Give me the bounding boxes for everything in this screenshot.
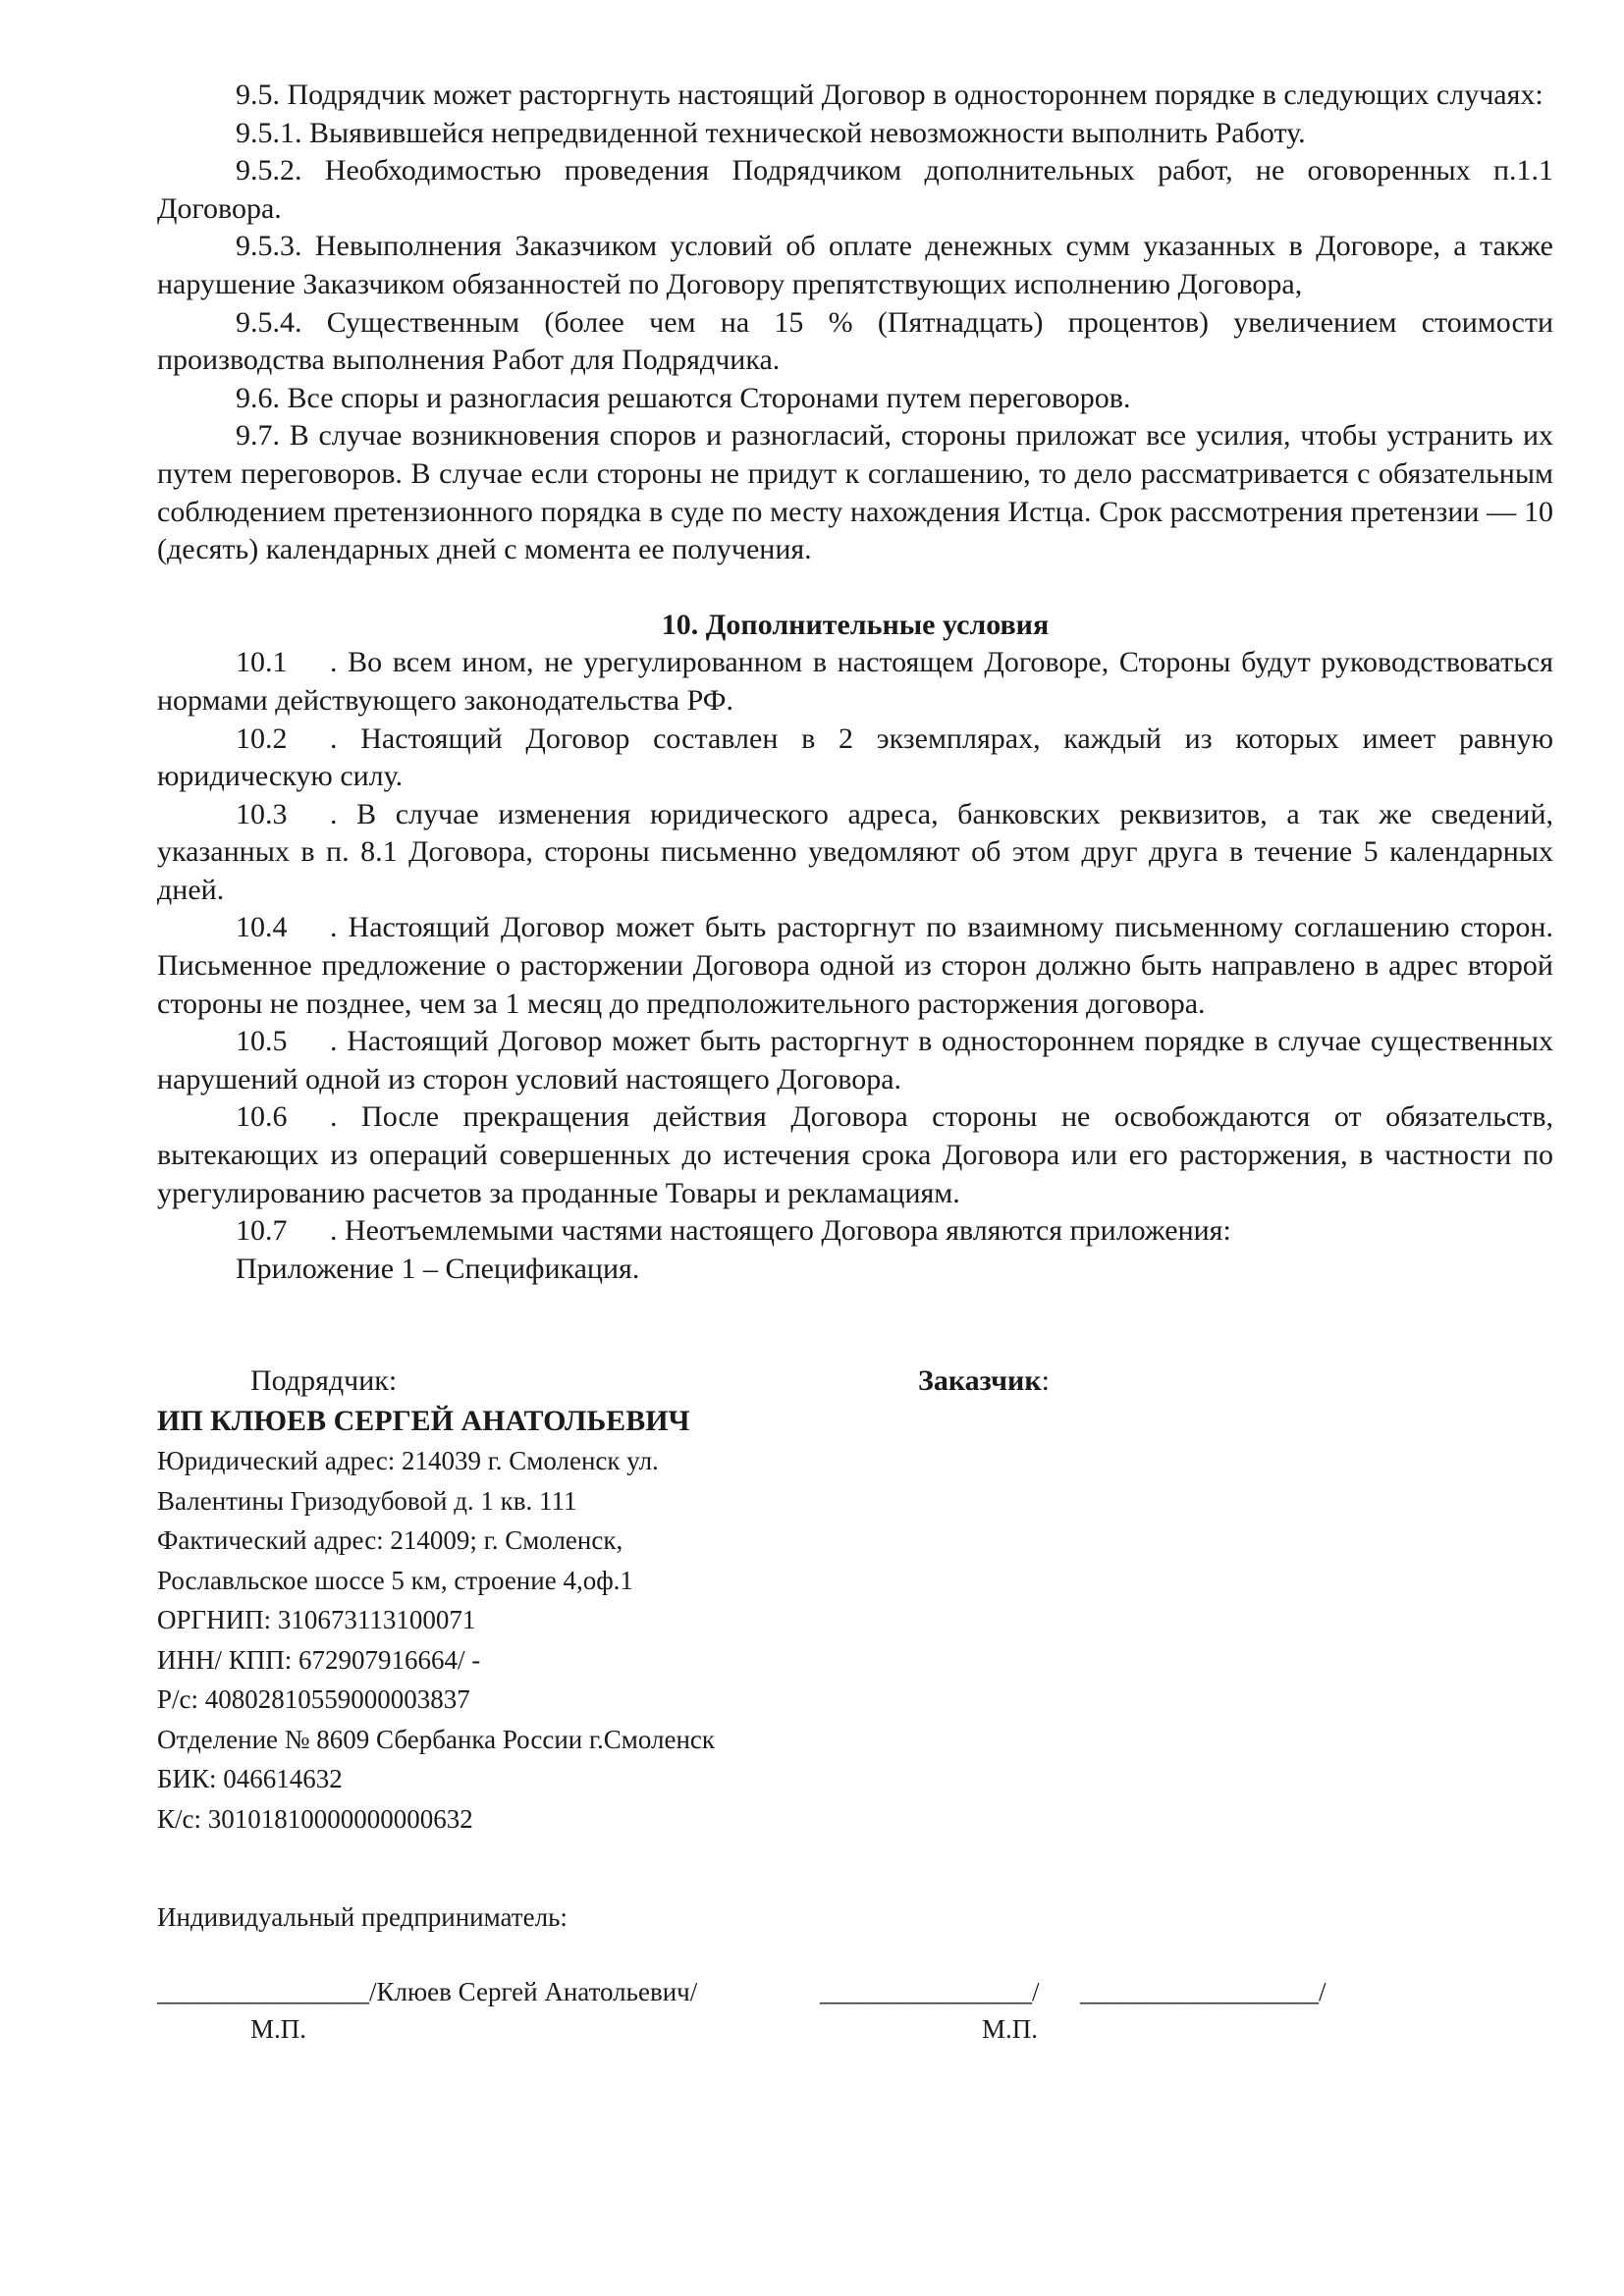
- clause-text: . Настоящий Договор может быть расторгнут в одностороннем порядке в случае существенных нарушений одной из сторон условий настоящего Договора.: [157, 1025, 1553, 1095]
- stamp-places: [157, 2012, 1553, 2052]
- clause-9-7: 9.7. В случае возникновения споров и разногласий, стороны приложат все усилия, чтобы устранить их путем переговоров. В случае если стороны не придут к соглашению, то дело рассматривается с обязательным соблюдением претензионного порядка в суде по месту нахождения Истца. Срок рассмотрения претензии — 10 (десять) календарных дней с момента ее получения.: [157, 419, 1553, 566]
- clause-text: . После прекращения действия Договора стороны не освобождаются от обязательств, вытекающих из операций совершенных до истечения срока Договора или его расторжения, в частности по урегулированию расчетов за проданные Товары и рекламациям.: [157, 1100, 1553, 1209]
- clause-text: . Настоящий Договор может быть расторгнут по взаимному письменному соглашению сторон. Письменное предложение о расторжении Договора одной из сторон должно быть направлено в адрес второй стороны не позднее, чем за 1 месяц до предположительного расторжения договора.: [157, 911, 1553, 1020]
- customer-name-line: __________________/: [1080, 1976, 1326, 2006]
- clause-9-5-3: 9.5.3. Невыполнения Заказчиком условий об оплате денежных сумм указанных в Договоре, а также нарушение Заказчиком обязанностей по Договору препятствующих исполнению Договора,: [157, 230, 1553, 300]
- contractor-label: Подрядчик:: [250, 1364, 398, 1398]
- clause-number: 10.7: [236, 1214, 288, 1248]
- customer-label: [918, 1362, 1050, 1400]
- requisite-line: Рославльское шоссе 5 км, строение 4,оф.1: [157, 1565, 633, 1595]
- customer-stamp-place: М.П.: [982, 2013, 1039, 2044]
- clause-number: 10.3: [236, 797, 288, 830]
- requisite-line: ИНН/ КПП: 672907916664/ -: [157, 1644, 481, 1675]
- clause-number: 10.2: [236, 721, 288, 755]
- customer-label-text: Заказчик: [918, 1364, 1042, 1398]
- clause-10-5: [157, 1023, 1553, 1098]
- signature-lines: [157, 1973, 1553, 2012]
- customer-signature-line: ________________/: [820, 1976, 1040, 2006]
- parties-header: [157, 1362, 1553, 1402]
- entrepreneur-label: Индивидуальный предприниматель:: [157, 1902, 568, 1933]
- company-name: ИП КЛЮЕВ СЕРГЕЙ АНАТОЛЬЕВИЧ: [157, 1405, 690, 1438]
- section-10-heading: 10. Дополнительные условия: [661, 608, 1050, 641]
- clause-10-7: [157, 1212, 1553, 1251]
- requisite-line: Отделение № 8609 Сбербанка России г.Смоленск: [157, 1724, 715, 1754]
- clause-9-5-2: 9.5.2. Необходимостью проведения Подрядчиком дополнительных работ, не оговоренных п.1.1 Договора.: [157, 154, 1553, 225]
- requisite-line: К/с: 30101810000000000632: [157, 1803, 473, 1834]
- clause-10-2: [157, 721, 1553, 796]
- requisite-line: ОРГНИП: 310673113100071: [157, 1605, 476, 1635]
- customer-label-colon: :: [1041, 1364, 1050, 1398]
- clause-10-4: [157, 909, 1553, 1023]
- clause-9-5-1: 9.5.1. Выявившейся непредвиденной технической невозможности выполнить Работу.: [236, 116, 1306, 149]
- clause-9-5: 9.5. Подрядчик может расторгнуть настоящий Договор в одностороннем порядке в следующих случаях:: [236, 79, 1543, 111]
- clause-number: 10.6: [236, 1100, 288, 1134]
- clause-text: . Настоящий Договор составлен в 2 экземплярах, каждый из которых имеет равную юридическую силу.: [157, 721, 1553, 793]
- requisite-line: Р/с: 40802810559000003837: [157, 1684, 470, 1715]
- contractor-stamp-place: М.П.: [250, 2013, 307, 2044]
- requisite-line: Валентины Гризодубовой д. 1 кв. 111: [157, 1485, 577, 1516]
- requisite-line: БИК: 046614632: [157, 1764, 343, 1794]
- requisite-line: Фактический адрес: 214009; г. Смоленск,: [157, 1525, 623, 1556]
- clause-10-6: [157, 1098, 1553, 1212]
- appendix-line: Приложение 1 – Спецификация.: [236, 1252, 640, 1285]
- clause-text: . Во всем ином, не урегулированном в настоящем Договоре, Стороны будут руководствоваться нормами действующего законодательства РФ.: [157, 646, 1553, 717]
- clause-text: . Неотъемлемыми частями настоящего Договора являются приложения:: [330, 1214, 1231, 1248]
- clause-number: 10.5: [236, 1025, 288, 1058]
- clause-10-3: [157, 796, 1553, 910]
- contractor-requisites: [157, 1441, 1553, 1839]
- clause-10-1: [157, 644, 1553, 720]
- clause-text: . В случае изменения юридического адреса, банковских реквизитов, а так же сведений, указанных в п. 8.1 Договора, стороны письменно уведомляют об этом друг друга в течение 5 календарных дней.: [157, 797, 1553, 906]
- document-page: [157, 77, 1553, 2052]
- clause-number: 10.1: [236, 646, 288, 679]
- clause-number: 10.4: [236, 911, 288, 944]
- clause-9-6: 9.6. Все споры и разногласия решаются Сторонами путем переговоров.: [236, 381, 1131, 414]
- contractor-signature-line: ________________/Клюев Сергей Анатольевич/: [157, 1976, 698, 2006]
- requisite-line: Юридический адрес: 214039 г. Смоленск ул.: [157, 1446, 659, 1476]
- clause-9-5-4: 9.5.4. Существенным (более чем на 15 % (Пятнадцать) процентов) увеличением стоимости производства выполнения Работ для Подрядчика.: [157, 305, 1553, 377]
